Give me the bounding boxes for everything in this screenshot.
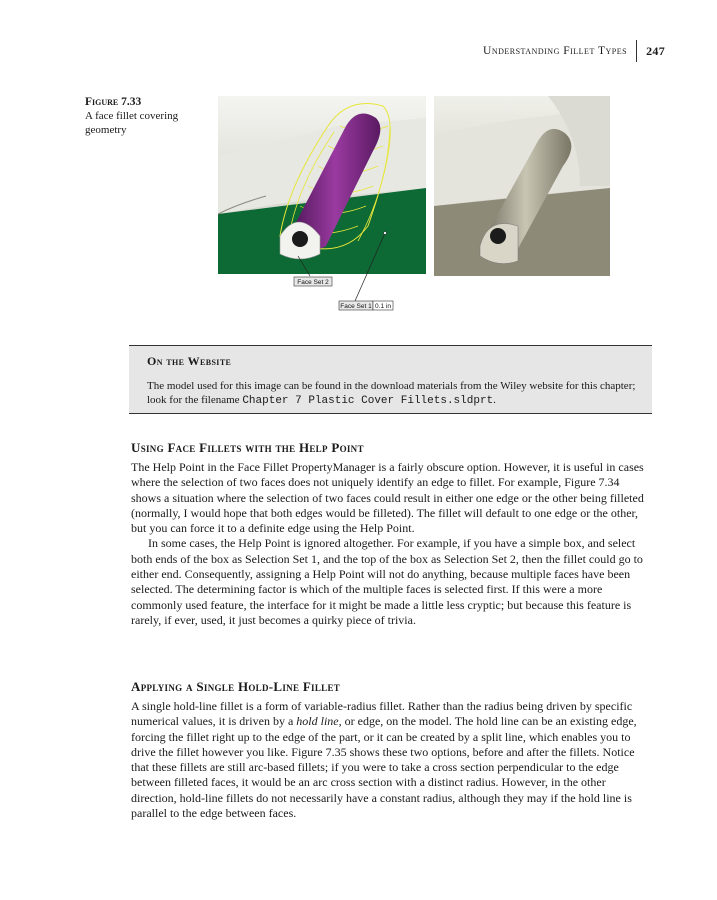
running-title: Understanding Fillet Types [483,45,628,57]
face-set-2-tag [294,277,332,286]
left-render [218,96,426,301]
figure-image [218,96,610,316]
running-head [483,40,665,62]
face-set-2-label: Face Set 2 [297,279,329,286]
website-filename: Chapter 7 Plastic Cover Fillets.sldprt [242,395,494,407]
emphasis-hold-line: hold line, [296,714,342,729]
section-heading-help-point: Using Face Fillets with the Help Point [131,440,364,455]
paragraph: In some cases, the Help Point is ignored altogether. For example, if you have a simple box, and select both ends of the box as Selection Set 1, and the top of the box as Selection Set 2, then the fillet could go to either end. Consequently, assigning a Help Point will not do anything, because multiple faces have been selected. The determining factor is which of the multiple faces is selected first. If this were a more commonly used feature, the interface for it might be made a little less cryptic; but because this feature is rarely, if ever, used, it just becomes a quirky piece of trivia. [131,536,643,627]
website-body [147,379,637,408]
paragraph [131,699,652,821]
figure-caption-text: A face fillet covering geometry [85,110,179,136]
section-heading-hold-line: Applying a Single Hold-Line Fillet [131,679,341,694]
face-set-1-value: 0.1 in [375,303,391,310]
section-body-help-point [131,460,652,628]
face-set-1-tag [339,301,393,310]
running-head-divider [636,40,637,62]
section-body-hold-line [131,699,652,821]
paragraph: The Help Point in the Face Fillet PropertyManager is a fairly obscure option. However, it is useful in cases where the selection of two faces does not uniquely identify an edge to fillet. For example, Figure 7.34 shows a situation where the selection of two faces could result in either one edge or the other being filleted (normally, I would hope that both edges would be filleted). The fillet will default to one edge or the other, but you can force it to a definite edge using the Help Point. [131,460,644,536]
figure-caption [85,95,195,137]
face-set-1-label: Face Set 1 [340,303,372,310]
website-sidebar [129,345,652,414]
figure-label: Figure 7.33 [85,96,142,108]
paragraph-text: or edge, on the model. The hold line can be an existing edge, forcing the fillet right up to the edge of the part, or it can be created by a split line, which enables you to drive the fillet however you like. Figure 7.35 shows these two options, before and after the fillets. Notice that these fillets are still arc-based fillets; if you were to take a cross section perpendicular to the edge between filleted faces, it would be an arc cross section with a distinct radius. However, in the other direction, hold-line fillets do not necessarily have a constant radius, although they may if the hold line is parallel to the edge between faces. [131,714,637,821]
right-render [434,96,610,276]
website-heading: On the Website [147,354,232,368]
page-number: 247 [646,43,665,58]
website-text: The model used for this image can be found in the download materials from the Wiley website for this chapter; look for the filename [147,380,636,406]
paragraph-text: A single hold-line fillet is a form of variable-radius fillet. Rather than the radius being driven by specific numerical values, it is driven by a [131,699,633,729]
website-text-end: . [493,394,496,406]
